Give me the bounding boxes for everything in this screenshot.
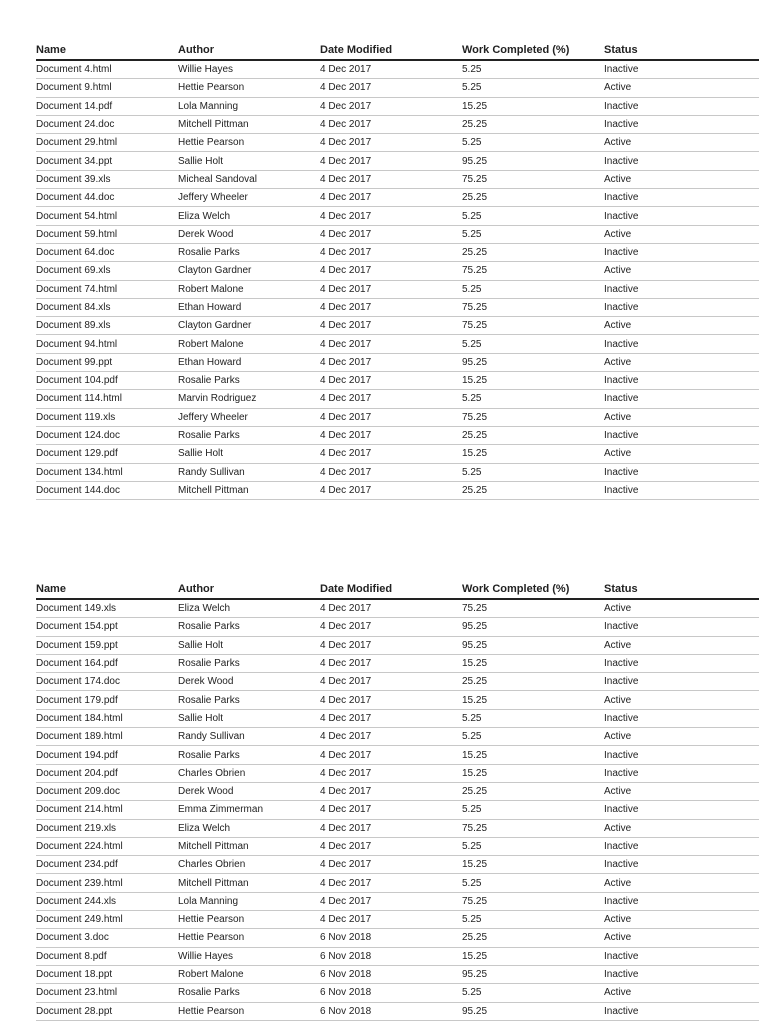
table-row: [36, 189, 759, 207]
cell-name: Document 219.xls: [36, 819, 178, 837]
cell-name: Document 129.pdf: [36, 445, 178, 463]
cell-status: Inactive: [604, 463, 759, 481]
cell-author: Rosalie Parks: [178, 372, 320, 390]
cell-author: Lola Manning: [178, 97, 320, 115]
table-row: [36, 60, 759, 79]
cell-author: Emma Zimmerman: [178, 801, 320, 819]
cell-name: Document 94.html: [36, 335, 178, 353]
table-row: [36, 911, 759, 929]
cell-status: Inactive: [604, 947, 759, 965]
cell-author: Charles Obrien: [178, 764, 320, 782]
table-row: [36, 819, 759, 837]
cell-work-completed: 75.25: [462, 298, 604, 316]
cell-name: Document 18.ppt: [36, 965, 178, 983]
cell-work-completed: 5.25: [462, 335, 604, 353]
table-row: [36, 746, 759, 764]
cell-work-completed: 5.25: [462, 984, 604, 1002]
cell-status: Inactive: [604, 243, 759, 261]
cell-date-modified: 4 Dec 2017: [320, 764, 462, 782]
cell-work-completed: 5.25: [462, 79, 604, 97]
cell-name: Document 84.xls: [36, 298, 178, 316]
cell-work-completed: 15.25: [462, 97, 604, 115]
cell-author: Rosalie Parks: [178, 691, 320, 709]
cell-date-modified: 4 Dec 2017: [320, 618, 462, 636]
cell-author: Derek Wood: [178, 225, 320, 243]
cell-date-modified: 6 Nov 2018: [320, 965, 462, 983]
cell-author: Clayton Gardner: [178, 317, 320, 335]
cell-date-modified: 4 Dec 2017: [320, 837, 462, 855]
cell-name: Document 23.html: [36, 984, 178, 1002]
cell-name: Document 59.html: [36, 225, 178, 243]
cell-work-completed: 5.25: [462, 801, 604, 819]
cell-name: Document 174.doc: [36, 673, 178, 691]
cell-work-completed: 25.25: [462, 189, 604, 207]
cell-date-modified: 4 Dec 2017: [320, 819, 462, 837]
table-row: [36, 984, 759, 1002]
cell-date-modified: 4 Dec 2017: [320, 408, 462, 426]
document-table-1: [36, 40, 759, 500]
cell-author: Robert Malone: [178, 965, 320, 983]
cell-work-completed: 15.25: [462, 445, 604, 463]
table-row: [36, 207, 759, 225]
cell-name: Document 54.html: [36, 207, 178, 225]
cell-name: Document 184.html: [36, 709, 178, 727]
cell-date-modified: 4 Dec 2017: [320, 115, 462, 133]
cell-date-modified: 4 Dec 2017: [320, 390, 462, 408]
cell-status: Inactive: [604, 335, 759, 353]
cell-author: Ethan Howard: [178, 298, 320, 316]
table-row: [36, 408, 759, 426]
cell-work-completed: 25.25: [462, 243, 604, 261]
cell-date-modified: 4 Dec 2017: [320, 298, 462, 316]
cell-work-completed: 15.25: [462, 746, 604, 764]
cell-status: Inactive: [604, 801, 759, 819]
cell-work-completed: 75.25: [462, 408, 604, 426]
cell-status: Active: [604, 599, 759, 618]
cell-status: Inactive: [604, 673, 759, 691]
cell-work-completed: 5.25: [462, 134, 604, 152]
table-row: [36, 463, 759, 481]
cell-work-completed: 5.25: [462, 390, 604, 408]
table-row: [36, 134, 759, 152]
cell-name: Document 74.html: [36, 280, 178, 298]
table-row: [36, 837, 759, 855]
cell-work-completed: 5.25: [462, 874, 604, 892]
cell-name: Document 179.pdf: [36, 691, 178, 709]
cell-date-modified: 4 Dec 2017: [320, 170, 462, 188]
cell-status: Inactive: [604, 618, 759, 636]
cell-author: Sallie Holt: [178, 445, 320, 463]
cell-author: Rosalie Parks: [178, 426, 320, 444]
cell-date-modified: 4 Dec 2017: [320, 445, 462, 463]
cell-author: Robert Malone: [178, 335, 320, 353]
column-header-author: Author: [178, 40, 320, 60]
cell-work-completed: 95.25: [462, 618, 604, 636]
cell-work-completed: 95.25: [462, 152, 604, 170]
cell-name: Document 24.doc: [36, 115, 178, 133]
cell-author: Hettie Pearson: [178, 1002, 320, 1020]
cell-status: Inactive: [604, 207, 759, 225]
cell-date-modified: 4 Dec 2017: [320, 892, 462, 910]
cell-name: Document 194.pdf: [36, 746, 178, 764]
cell-status: Active: [604, 408, 759, 426]
cell-date-modified: 4 Dec 2017: [320, 317, 462, 335]
table-row: [36, 79, 759, 97]
table-row: [36, 445, 759, 463]
cell-work-completed: 15.25: [462, 947, 604, 965]
cell-author: Hettie Pearson: [178, 911, 320, 929]
table-row: [36, 874, 759, 892]
cell-work-completed: 25.25: [462, 115, 604, 133]
cell-status: Inactive: [604, 1002, 759, 1020]
cell-status: Active: [604, 874, 759, 892]
table-row: [36, 97, 759, 115]
cell-author: Jeffery Wheeler: [178, 408, 320, 426]
cell-name: Document 114.html: [36, 390, 178, 408]
cell-work-completed: 75.25: [462, 599, 604, 618]
cell-date-modified: 4 Dec 2017: [320, 673, 462, 691]
cell-date-modified: 4 Dec 2017: [320, 874, 462, 892]
cell-name: Document 89.xls: [36, 317, 178, 335]
cell-date-modified: 4 Dec 2017: [320, 134, 462, 152]
column-header-work-completed: Work Completed (%): [462, 579, 604, 599]
cell-date-modified: 4 Dec 2017: [320, 60, 462, 79]
cell-name: Document 124.doc: [36, 426, 178, 444]
cell-name: Document 244.xls: [36, 892, 178, 910]
cell-work-completed: 5.25: [462, 709, 604, 727]
cell-name: Document 154.ppt: [36, 618, 178, 636]
cell-status: Active: [604, 911, 759, 929]
cell-date-modified: 4 Dec 2017: [320, 372, 462, 390]
cell-work-completed: 5.25: [462, 225, 604, 243]
cell-status: Active: [604, 819, 759, 837]
cell-date-modified: 6 Nov 2018: [320, 1002, 462, 1020]
table-row: [36, 892, 759, 910]
table-row: [36, 728, 759, 746]
cell-work-completed: 15.25: [462, 856, 604, 874]
cell-status: Active: [604, 445, 759, 463]
table-row: [36, 636, 759, 654]
table-row: [36, 170, 759, 188]
table-row: [36, 947, 759, 965]
cell-name: Document 119.xls: [36, 408, 178, 426]
cell-author: Hettie Pearson: [178, 79, 320, 97]
cell-status: Inactive: [604, 965, 759, 983]
cell-status: Inactive: [604, 837, 759, 855]
table-row: [36, 673, 759, 691]
table-row: [36, 115, 759, 133]
cell-name: Document 69.xls: [36, 262, 178, 280]
table-row: [36, 353, 759, 371]
cell-work-completed: 5.25: [462, 728, 604, 746]
cell-author: Rosalie Parks: [178, 243, 320, 261]
table-row: [36, 225, 759, 243]
table-row: [36, 317, 759, 335]
cell-name: Document 164.pdf: [36, 654, 178, 672]
cell-name: Document 9.html: [36, 79, 178, 97]
cell-name: Document 29.html: [36, 134, 178, 152]
cell-name: Document 134.html: [36, 463, 178, 481]
table-row: [36, 390, 759, 408]
cell-work-completed: 15.25: [462, 372, 604, 390]
cell-date-modified: 4 Dec 2017: [320, 207, 462, 225]
cell-work-completed: 15.25: [462, 654, 604, 672]
cell-status: Inactive: [604, 189, 759, 207]
cell-name: Document 104.pdf: [36, 372, 178, 390]
cell-date-modified: 4 Dec 2017: [320, 911, 462, 929]
cell-name: Document 159.ppt: [36, 636, 178, 654]
cell-date-modified: 4 Dec 2017: [320, 782, 462, 800]
cell-date-modified: 4 Dec 2017: [320, 728, 462, 746]
cell-status: Inactive: [604, 746, 759, 764]
column-header-date-modified: Date Modified: [320, 579, 462, 599]
cell-work-completed: 95.25: [462, 1002, 604, 1020]
cell-work-completed: 25.25: [462, 481, 604, 499]
cell-work-completed: 25.25: [462, 929, 604, 947]
cell-author: Clayton Gardner: [178, 262, 320, 280]
cell-name: Document 64.doc: [36, 243, 178, 261]
table-row: [36, 801, 759, 819]
cell-work-completed: 75.25: [462, 262, 604, 280]
cell-date-modified: 4 Dec 2017: [320, 463, 462, 481]
cell-status: Inactive: [604, 709, 759, 727]
cell-name: Document 149.xls: [36, 599, 178, 618]
column-header-author: Author: [178, 579, 320, 599]
cell-work-completed: 95.25: [462, 636, 604, 654]
cell-author: Marvin Rodriguez: [178, 390, 320, 408]
cell-date-modified: 4 Dec 2017: [320, 353, 462, 371]
cell-name: Document 44.doc: [36, 189, 178, 207]
table-row: [36, 654, 759, 672]
cell-status: Active: [604, 225, 759, 243]
column-header-work-completed: Work Completed (%): [462, 40, 604, 60]
cell-status: Active: [604, 984, 759, 1002]
cell-date-modified: 4 Dec 2017: [320, 189, 462, 207]
cell-author: Rosalie Parks: [178, 654, 320, 672]
cell-status: Active: [604, 728, 759, 746]
cell-date-modified: 6 Nov 2018: [320, 947, 462, 965]
cell-date-modified: 4 Dec 2017: [320, 243, 462, 261]
cell-name: Document 214.html: [36, 801, 178, 819]
table-body: [36, 599, 759, 1020]
cell-work-completed: 75.25: [462, 170, 604, 188]
cell-status: Active: [604, 262, 759, 280]
cell-date-modified: 4 Dec 2017: [320, 746, 462, 764]
cell-status: Inactive: [604, 60, 759, 79]
cell-work-completed: 5.25: [462, 463, 604, 481]
cell-author: Willie Hayes: [178, 60, 320, 79]
cell-date-modified: 4 Dec 2017: [320, 152, 462, 170]
cell-work-completed: 95.25: [462, 965, 604, 983]
cell-work-completed: 95.25: [462, 353, 604, 371]
cell-name: Document 39.xls: [36, 170, 178, 188]
cell-status: Inactive: [604, 97, 759, 115]
cell-name: Document 3.doc: [36, 929, 178, 947]
cell-name: Document 249.html: [36, 911, 178, 929]
cell-work-completed: 5.25: [462, 911, 604, 929]
cell-date-modified: 4 Dec 2017: [320, 97, 462, 115]
cell-status: Inactive: [604, 152, 759, 170]
table-header-row: [36, 40, 759, 60]
cell-status: Inactive: [604, 298, 759, 316]
column-header-status: Status: [604, 579, 759, 599]
cell-status: Active: [604, 691, 759, 709]
cell-work-completed: 25.25: [462, 782, 604, 800]
cell-date-modified: 4 Dec 2017: [320, 709, 462, 727]
cell-work-completed: 75.25: [462, 317, 604, 335]
cell-name: Document 144.doc: [36, 481, 178, 499]
cell-author: Eliza Welch: [178, 819, 320, 837]
cell-name: Document 234.pdf: [36, 856, 178, 874]
cell-author: Sallie Holt: [178, 152, 320, 170]
cell-name: Document 14.pdf: [36, 97, 178, 115]
cell-status: Active: [604, 929, 759, 947]
cell-author: Rosalie Parks: [178, 984, 320, 1002]
table-row: [36, 243, 759, 261]
cell-author: Mitchell Pittman: [178, 115, 320, 133]
cell-name: Document 239.html: [36, 874, 178, 892]
column-header-name: Name: [36, 40, 178, 60]
cell-date-modified: 4 Dec 2017: [320, 225, 462, 243]
cell-date-modified: 4 Dec 2017: [320, 280, 462, 298]
cell-author: Hettie Pearson: [178, 134, 320, 152]
cell-status: Inactive: [604, 892, 759, 910]
cell-author: Rosalie Parks: [178, 746, 320, 764]
table-row: [36, 709, 759, 727]
cell-date-modified: 6 Nov 2018: [320, 929, 462, 947]
cell-work-completed: 5.25: [462, 837, 604, 855]
cell-date-modified: 4 Dec 2017: [320, 79, 462, 97]
cell-author: Hettie Pearson: [178, 929, 320, 947]
cell-date-modified: 4 Dec 2017: [320, 636, 462, 654]
table-row: [36, 262, 759, 280]
cell-status: Inactive: [604, 481, 759, 499]
cell-work-completed: 15.25: [462, 691, 604, 709]
cell-date-modified: 4 Dec 2017: [320, 335, 462, 353]
cell-status: Inactive: [604, 280, 759, 298]
cell-date-modified: 4 Dec 2017: [320, 654, 462, 672]
cell-author: Mitchell Pittman: [178, 874, 320, 892]
cell-status: Inactive: [604, 426, 759, 444]
cell-author: Derek Wood: [178, 673, 320, 691]
cell-status: Inactive: [604, 115, 759, 133]
cell-author: Sallie Holt: [178, 709, 320, 727]
table-body: [36, 60, 759, 500]
cell-status: Inactive: [604, 390, 759, 408]
cell-author: Lola Manning: [178, 892, 320, 910]
cell-name: Document 189.html: [36, 728, 178, 746]
table-row: [36, 599, 759, 618]
cell-work-completed: 75.25: [462, 892, 604, 910]
table-row: [36, 618, 759, 636]
cell-author: Micheal Sandoval: [178, 170, 320, 188]
table-row: [36, 691, 759, 709]
cell-date-modified: 4 Dec 2017: [320, 801, 462, 819]
cell-status: Inactive: [604, 654, 759, 672]
cell-author: Willie Hayes: [178, 947, 320, 965]
cell-author: Mitchell Pittman: [178, 837, 320, 855]
cell-work-completed: 75.25: [462, 819, 604, 837]
table-row: [36, 856, 759, 874]
cell-status: Inactive: [604, 372, 759, 390]
table-row: [36, 372, 759, 390]
cell-name: Document 8.pdf: [36, 947, 178, 965]
cell-author: Jeffery Wheeler: [178, 189, 320, 207]
column-header-name: Name: [36, 579, 178, 599]
table-row: [36, 929, 759, 947]
cell-status: Active: [604, 134, 759, 152]
cell-name: Document 34.ppt: [36, 152, 178, 170]
cell-work-completed: 5.25: [462, 280, 604, 298]
table-header-row: [36, 579, 759, 599]
cell-author: Robert Malone: [178, 280, 320, 298]
cell-date-modified: 4 Dec 2017: [320, 599, 462, 618]
cell-date-modified: 4 Dec 2017: [320, 426, 462, 444]
cell-author: Rosalie Parks: [178, 618, 320, 636]
table-row: [36, 1002, 759, 1020]
cell-author: Mitchell Pittman: [178, 481, 320, 499]
cell-status: Active: [604, 79, 759, 97]
cell-name: Document 209.doc: [36, 782, 178, 800]
cell-date-modified: 4 Dec 2017: [320, 856, 462, 874]
cell-work-completed: 5.25: [462, 207, 604, 225]
column-header-status: Status: [604, 40, 759, 60]
cell-author: Derek Wood: [178, 782, 320, 800]
cell-author: Randy Sullivan: [178, 463, 320, 481]
cell-date-modified: 4 Dec 2017: [320, 691, 462, 709]
cell-name: Document 28.ppt: [36, 1002, 178, 1020]
table-row: [36, 152, 759, 170]
table-row: [36, 335, 759, 353]
table-row: [36, 782, 759, 800]
cell-date-modified: 6 Nov 2018: [320, 984, 462, 1002]
table-row: [36, 764, 759, 782]
table-row: [36, 481, 759, 499]
cell-author: Eliza Welch: [178, 207, 320, 225]
table-row: [36, 298, 759, 316]
cell-author: Ethan Howard: [178, 353, 320, 371]
cell-status: Active: [604, 353, 759, 371]
table-row: [36, 426, 759, 444]
cell-name: Document 204.pdf: [36, 764, 178, 782]
table-row: [36, 965, 759, 983]
column-header-date-modified: Date Modified: [320, 40, 462, 60]
cell-date-modified: 4 Dec 2017: [320, 262, 462, 280]
cell-status: Active: [604, 170, 759, 188]
cell-name: Document 4.html: [36, 60, 178, 79]
cell-status: Inactive: [604, 764, 759, 782]
cell-author: Charles Obrien: [178, 856, 320, 874]
cell-work-completed: 25.25: [462, 673, 604, 691]
cell-author: Eliza Welch: [178, 599, 320, 618]
cell-status: Active: [604, 782, 759, 800]
cell-name: Document 99.ppt: [36, 353, 178, 371]
cell-author: Sallie Holt: [178, 636, 320, 654]
document-table-2: [36, 579, 759, 1021]
cell-status: Inactive: [604, 856, 759, 874]
cell-author: Randy Sullivan: [178, 728, 320, 746]
cell-work-completed: 25.25: [462, 426, 604, 444]
table-row: [36, 280, 759, 298]
cell-status: Active: [604, 636, 759, 654]
cell-status: Active: [604, 317, 759, 335]
cell-work-completed: 5.25: [462, 60, 604, 79]
cell-name: Document 224.html: [36, 837, 178, 855]
cell-date-modified: 4 Dec 2017: [320, 481, 462, 499]
cell-work-completed: 15.25: [462, 764, 604, 782]
